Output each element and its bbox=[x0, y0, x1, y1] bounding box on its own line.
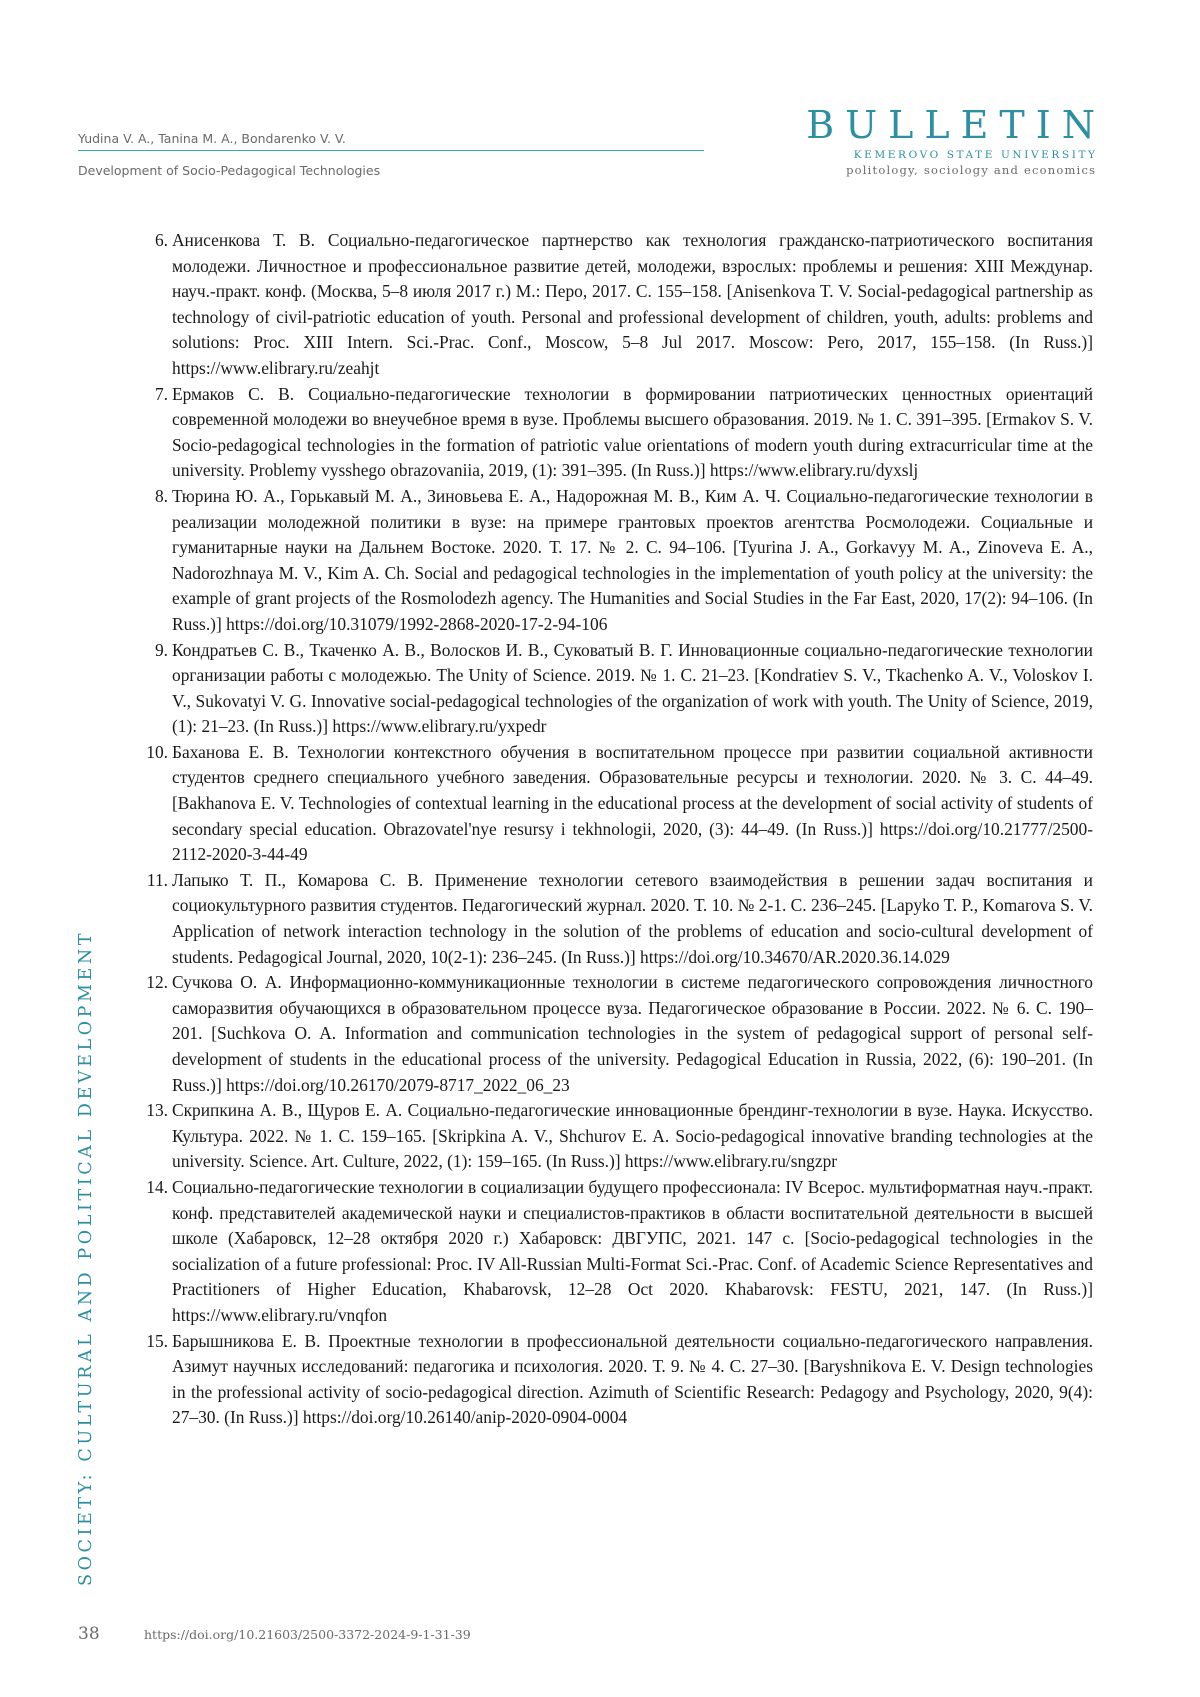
reference-item bbox=[143, 868, 1093, 970]
header-authors: Yudina V. A., Tanina M. A., Bondarenko V. V. bbox=[78, 131, 346, 146]
reference-text: Баханова Е. В. Технологии контекстного обучения в воспитательном процессе при развитии социальной активности студентов среднего специального учебного заведения. Образовательные ресурсы и технологии. 2020. № 3. С. 44–49. [Bakhanova E. V. Technologies of contextual learning in the educational process at the development of social activity of students of secondary special education. Obrazovatel'nye resursy i tekhnologii, 2020, (3): 44–49. (In Russ.)] https://doi.org/10.21777/2500-2112-2020-3-44-49 bbox=[172, 741, 1093, 865]
reference-item bbox=[143, 1329, 1093, 1431]
reference-item bbox=[143, 228, 1093, 382]
reference-item bbox=[143, 484, 1093, 638]
running-header bbox=[78, 128, 704, 181]
reference-item bbox=[143, 638, 1093, 740]
reference-text: Ермаков С. В. Социально-педагогические технологии в формировании патриотических ценностных ориентаций современной молодежи во внеучебное время в вузе. Проблемы высшего образования. 2019. № 1. С. 391–395. [Ermakov S. V. Socio-pedagogical technologies in the formation of patriotic value orientations of modern youth during extracurricular time at the university. Problemy vysshego obrazovaniia, 2019, (1): 391–395. (In Russ.)] https://www.elibrary.ru/dyxslj bbox=[172, 383, 1093, 481]
reference-text: Социально-педагогические технологии в социализации будущего профессионала: IV Всерос. мультиформатная науч.-практ. конф. представителей академической науки и специалистов-практиков в области воспитательной деятельности в высшей школе (Хабаровск, 12–28 октября 2020 г.) Хабаровск: ДВГУПС, 2021. 147 с. [Socio-pedagogical technologies in the socialization of a future professional: Proc. IV All-Russian Multi-Format Sci.-Prac. Conf. of Academic Science Representatives and Practitioners of Higher Education, Khabarovsk, 12–28 Oct 2020. Khabarovsk: FESTU, 2021, 147. (In Russ.)] https://www.elibrary.ru/vnqfon bbox=[172, 1176, 1093, 1325]
reference-text: Барышникова Е. В. Проектные технологии в профессиональной деятельности социально-педагогического направления. Азимут научных исследований: педагогика и психология. 2020. Т. 9. № 4. С. 27–30. [Baryshnikova E. V. Design technologies in the professional activity of socio-pedagogical direction. Azimuth of Scientific Research: Pedagogy and Psychology, 2020, 9(4): 27–30. (In Russ.)] https://doi.org/10.26140/anip-2020-0904-0004 bbox=[172, 1330, 1093, 1428]
reference-number: 9. bbox=[154, 639, 168, 660]
reference-number: 6. bbox=[154, 230, 168, 250]
reference-item bbox=[143, 1175, 1093, 1329]
reference-text: Скрипкина А. В., Щуров Е. А. Социально-педагогические инновационные брендинг-технологии в вузе. Наука. Искусство. Культура. 2022. № 1. С. 159–165. [Skripkina A. V., Shchurov E. A. Socio-pedagogical innovative branding technologies at the university. Science. Art. Culture, 2022, (1): 159–165. (In Russ.)] https://www.elibrary.ru/sngzpr bbox=[172, 1100, 1093, 1172]
reference-text: Сучкова О. А. Информационно-коммуникационные технологии в системе педагогического сопровождения личностного саморазвития обучающихся в образовательном процессе вуза. Педагогическое образование в России. 2022. № 6. С. 190–201. [Suchkova O. A. Information and communication technologies in the system of pedagogical support of personal self-development of students in the educational process of the university. Pedagogical Education in Russia, 2022, (6): 190–201. (In Russ.)] https://doi.org/10.26170/2079-8717_2022_06_23 bbox=[172, 972, 1093, 1095]
reference-list bbox=[143, 228, 1093, 1431]
reference-item bbox=[143, 970, 1093, 1098]
reference-item bbox=[143, 1098, 1093, 1175]
header-article-title: Development of Socio-Pedagogical Technologies bbox=[78, 163, 381, 178]
journal-logo bbox=[806, 103, 1106, 178]
header-divider bbox=[78, 150, 704, 151]
journal-title: BULLETIN bbox=[806, 103, 1106, 147]
reference-text: Анисенкова Т. В. Социально-педагогическое партнерство как технология гражданско-патриотического воспитания молодежи. Личностное и профессиональное развитие детей, молодежи, взрослых: проблемы и решения: XIII Междунар. науч.-практ. конф. (Москва, 5–8 июля 2017 г.) М.: Перо, 2017. С. 155–158. [Anisenkova T. V. Social-pedagogical partnership as technology of civil-patriotic education of youth. Personal and professional development of children, youth, adults: problems and solutions: Proc. XIII Intern. Sci.-Prac. Conf., Moscow, 5–8 Jul 2017. Moscow: Pero, 2017, 155–158. (In Russ.)] https://www.elibrary.ru/zeahjt bbox=[172, 230, 1093, 378]
reference-number: 7. bbox=[154, 383, 168, 404]
page-number: 38 bbox=[78, 1624, 100, 1644]
journal-series: politology, sociology and economics bbox=[846, 163, 1097, 177]
reference-number: 10. bbox=[146, 741, 168, 762]
reference-number: 13. bbox=[146, 1100, 168, 1121]
reference-number: 14. bbox=[146, 1176, 168, 1197]
reference-text: Лапыко Т. П., Комарова С. В. Применение технологии сетевого взаимодействия в решении задач воспитания и социокультурного развития студентов. Педагогический журнал. 2020. Т. 10. № 2-1. С. 236–245. [Lapyko T. P., Komarova S. V. Application of network interaction technology in the solution of the problems of education and socio-cultural development of students. Pedagogical Journal, 2020, 10(2-1): 236–245. (In Russ.)] https://doi.org/10.34670/AR.2020.36.14.029 bbox=[172, 869, 1093, 967]
reference-text: Кондратьев С. В., Ткаченко А. В., Волосков И. В., Суковатый В. Г. Инновационные социально-педагогические технологии организации работы с молодежью. The Unity of Science. 2019. № 1. С. 21–23. [Kondratiev S. V., Tkachenko A. V., Voloskov I. V., Sukovatyi V. G. Innovative social-pedagogical technologies of the organization of work with youth. The Unity of Science, 2019, (1): 21–23. (In Russ.)] https://www.elibrary.ru/yxpedr bbox=[172, 639, 1093, 737]
reference-number: 15. bbox=[146, 1330, 168, 1351]
reference-item bbox=[143, 740, 1093, 868]
reference-number: 11. bbox=[146, 869, 168, 890]
journal-publisher: KEMEROVO STATE UNIVERSITY bbox=[853, 149, 1098, 161]
reference-text: Тюрина Ю. А., Горькавый М. А., Зиновьева Е. А., Надорожная М. В., Ким А. Ч. Социально-педагогические технологии в реализации молодежной политики в вузе: на примере грантовых проектов агентства Росмолодежи. Социальные и гуманитарные науки на Дальнем Востоке. 2020. Т. 17. № 2. С. 94–106. [Tyurina J. A., Gorkavyy M. A., Zinoveva E. A., Nadorozhnaya M. V., Kim A. Ch. Social and pedagogical technologies in the implementation of youth policy at the university: the example of grant projects of the Rosmolodezh agency. The Humanities and Social Studies in the Far East, 2020, 17(2): 94–106. (In Russ.)] https://doi.org/10.31079/1992-2868-2020-17-2-94-106 bbox=[172, 485, 1093, 634]
section-side-label: SOCIETY: CULTURAL AND POLITICAL DEVELOPMENT bbox=[76, 929, 96, 1586]
reference-item bbox=[143, 382, 1093, 484]
article-doi: https://doi.org/10.21603/2500-3372-2024-9-1-31-39 bbox=[144, 1627, 471, 1642]
reference-number: 12. bbox=[146, 972, 168, 993]
reference-number: 8. bbox=[154, 485, 168, 506]
